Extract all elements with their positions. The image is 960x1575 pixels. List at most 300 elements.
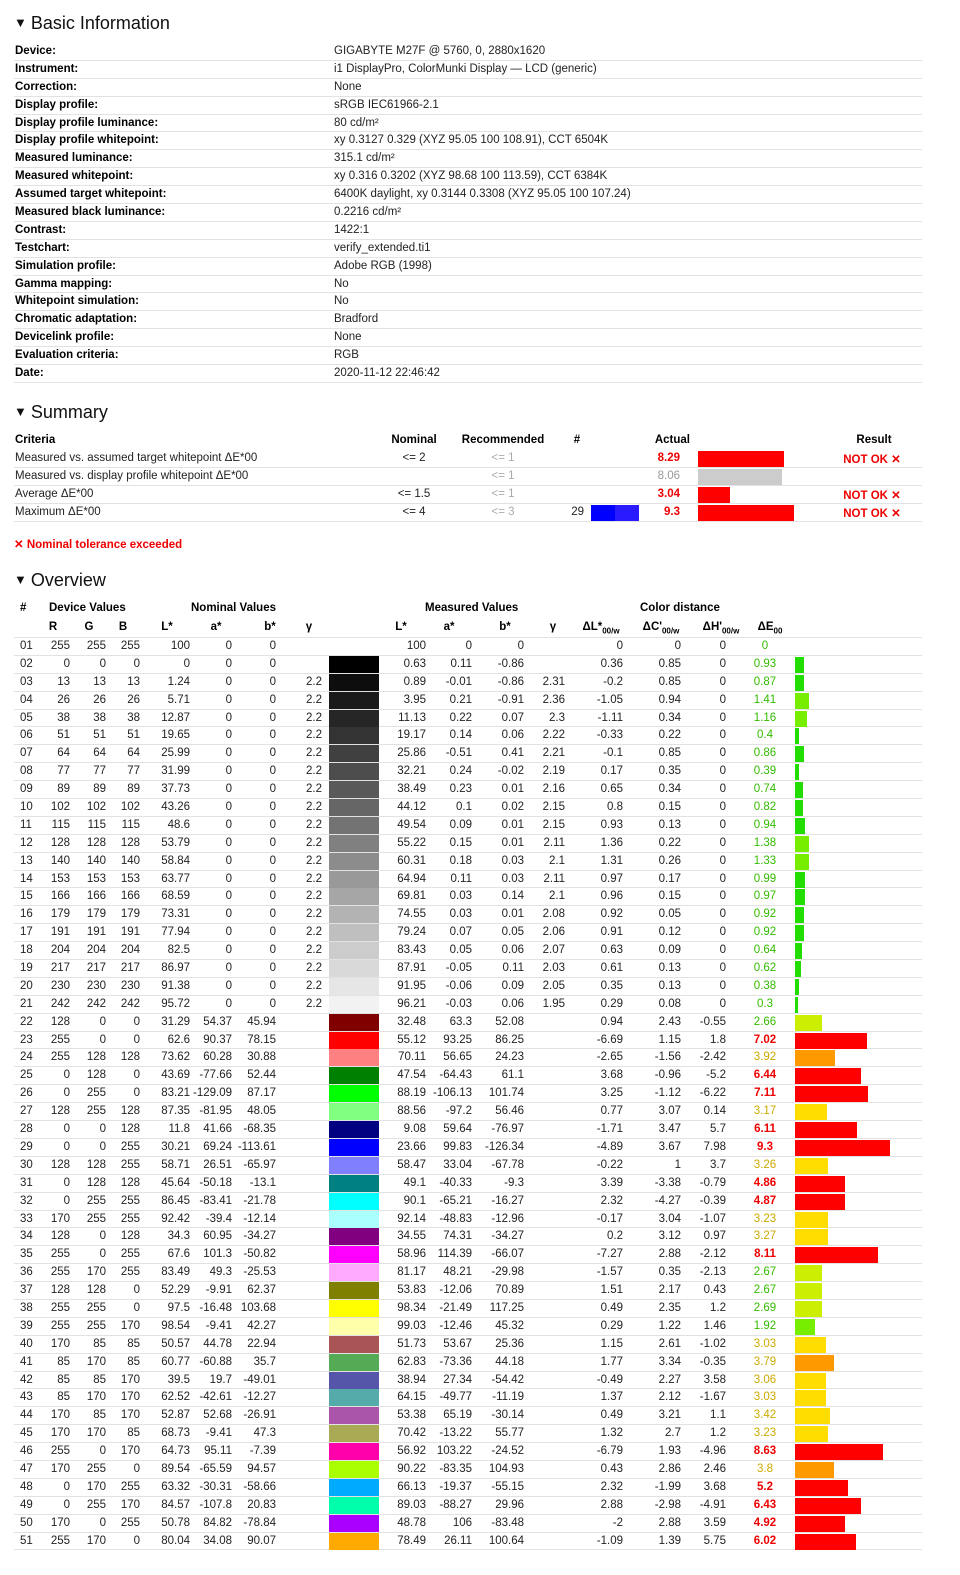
color-swatch xyxy=(329,638,379,655)
cell-meas-a: 56.65 xyxy=(443,1051,472,1064)
cell-patch-number: 18 xyxy=(20,944,33,957)
cell-delta-c: 0.08 xyxy=(658,997,681,1010)
cell-dev-b: 0 xyxy=(133,1534,140,1547)
overview-row xyxy=(14,960,922,978)
overview-row xyxy=(14,1515,922,1533)
cell-dev-g: 170 xyxy=(86,1534,106,1547)
cell-delta-e: 0.97 xyxy=(753,890,777,903)
summary-criteria: Measured vs. assumed target whitepoint ΔE*00 xyxy=(15,452,258,464)
summary-recommended: <= 1 xyxy=(491,488,515,500)
cell-delta-h: 3.7 xyxy=(710,1158,726,1171)
cell-nom-l: 95.72 xyxy=(161,997,190,1010)
cell-dev-r: 255 xyxy=(50,1534,70,1547)
cell-delta-e: 3.03 xyxy=(753,1337,777,1350)
cell-meas-b: 0.06 xyxy=(501,997,524,1010)
cell-dev-g: 128 xyxy=(86,1051,106,1064)
cell-dev-r: 255 xyxy=(50,1051,70,1064)
column-header-text: L* xyxy=(161,621,173,633)
overview-row xyxy=(14,1103,922,1121)
color-swatch xyxy=(329,692,379,709)
cell-dev-r: 0 xyxy=(63,1069,70,1082)
overview-row xyxy=(14,1264,922,1282)
group-header-measured: Measured Values xyxy=(425,602,519,614)
cell-nom-l: 77.94 xyxy=(161,926,190,939)
cell-nom-l: 63.77 xyxy=(161,872,190,885)
cell-meas-b: -66.07 xyxy=(491,1248,524,1261)
cell-meas-a: -0.51 xyxy=(445,747,472,760)
cell-dev-g: 204 xyxy=(86,944,106,957)
cell-meas-l: 96.21 xyxy=(397,997,426,1010)
column-header-text: ΔL* xyxy=(582,621,603,633)
delta-e-bar xyxy=(795,1390,826,1406)
cell-dev-b: 255 xyxy=(120,1516,140,1529)
overview-row xyxy=(14,1300,922,1318)
info-row xyxy=(14,132,922,150)
cell-meas-gamma: 2.1 xyxy=(549,854,565,867)
cell-nom-a: 0 xyxy=(225,801,232,814)
cell-dev-r: 170 xyxy=(50,1212,70,1225)
cell-nom-a: 0 xyxy=(225,765,232,778)
cell-meas-l: 70.11 xyxy=(398,1051,426,1064)
cell-nom-gamma: 2.2 xyxy=(306,997,322,1010)
overview-row xyxy=(14,1461,922,1479)
cell-delta-e: 3.79 xyxy=(753,1355,777,1368)
cell-delta-h: 1.8 xyxy=(710,1033,726,1046)
info-label: Instrument: xyxy=(15,62,79,75)
cell-dev-r: 170 xyxy=(50,1516,70,1529)
cell-meas-a: 0.22 xyxy=(449,711,472,724)
cell-dev-b: 204 xyxy=(120,944,140,957)
cell-nom-gamma: 2.2 xyxy=(306,729,322,742)
cell-dev-g: 255 xyxy=(86,1087,106,1100)
cell-delta-c: -3.38 xyxy=(654,1176,681,1189)
cell-nom-a: 0 xyxy=(225,693,232,706)
delta-e-bar xyxy=(795,1015,822,1031)
cell-meas-a: -19.37 xyxy=(439,1480,472,1493)
cell-dev-r: 255 xyxy=(50,640,70,652)
cell-meas-gamma: 2.31 xyxy=(542,675,565,688)
info-row xyxy=(14,43,922,61)
column-header-nom-b xyxy=(248,621,292,633)
column-header-text: a* xyxy=(210,621,222,633)
info-row xyxy=(14,222,922,240)
cell-meas-b: -34.27 xyxy=(491,1230,524,1243)
cell-nom-l: 11.8 xyxy=(168,1123,190,1136)
overview-row xyxy=(14,1443,922,1461)
cell-dev-b: 170 xyxy=(120,1445,140,1458)
cell-dev-r: 115 xyxy=(51,818,70,831)
cell-dev-r: 128 xyxy=(50,1158,70,1171)
cell-delta-e: 3.92 xyxy=(753,1051,777,1064)
cell-delta-c: 3.67 xyxy=(658,1140,681,1153)
overview-row xyxy=(14,1282,922,1300)
cell-nom-a: -39.4 xyxy=(205,1212,232,1225)
color-swatch xyxy=(329,996,379,1013)
column-header-delta-l xyxy=(576,621,626,635)
cell-meas-b: 44.18 xyxy=(495,1355,524,1368)
cell-dev-g: 255 xyxy=(86,1462,106,1475)
overview-table xyxy=(14,600,922,1550)
basic-info-title[interactable]: ▼ Basic Information xyxy=(14,13,170,33)
cell-meas-gamma: 2.05 xyxy=(542,979,565,992)
delta-e-bar xyxy=(795,872,805,888)
cell-dev-r: 230 xyxy=(50,979,70,992)
cell-nom-l: 43.69 xyxy=(161,1069,190,1082)
cell-delta-l: -4.89 xyxy=(596,1140,623,1153)
summary-header-criteria: Criteria xyxy=(15,434,56,446)
cell-meas-l: 49.1 xyxy=(403,1176,426,1189)
cell-patch-number: 11 xyxy=(20,818,32,831)
cell-delta-l: 1.32 xyxy=(600,1427,623,1440)
cell-patch-number: 29 xyxy=(20,1140,33,1153)
cell-delta-l: 0.36 xyxy=(600,657,623,670)
cell-meas-b: -0.91 xyxy=(497,693,524,706)
overview-row xyxy=(14,1211,922,1229)
cell-meas-a: 0.14 xyxy=(449,729,472,742)
cell-meas-a: -0.05 xyxy=(445,962,472,975)
cell-meas-a: -12.46 xyxy=(439,1319,472,1332)
column-header-sub: 00/w xyxy=(602,626,620,636)
delta-e-bar xyxy=(795,1337,826,1353)
cell-meas-a: 0.03 xyxy=(449,908,472,921)
cell-delta-c: 2.88 xyxy=(658,1248,681,1261)
cell-delta-l: 0.96 xyxy=(600,890,623,903)
cell-nom-l: 91.38 xyxy=(161,979,190,992)
cell-dev-b: 255 xyxy=(120,640,140,652)
cell-meas-l: 90.1 xyxy=(403,1194,426,1207)
info-row xyxy=(14,258,922,276)
cell-nom-b: 0 xyxy=(269,711,276,724)
cell-delta-l: -1.57 xyxy=(596,1266,623,1279)
group-header-distance: Color distance xyxy=(640,602,720,614)
cell-delta-c: -1.99 xyxy=(654,1480,681,1493)
cell-delta-h: 3.58 xyxy=(703,1373,726,1386)
cell-nom-l: 52.87 xyxy=(161,1409,190,1422)
cell-nom-l: 97.5 xyxy=(167,1301,190,1314)
cell-meas-l: 58.96 xyxy=(397,1248,426,1261)
cell-meas-gamma: 2.08 xyxy=(542,908,565,921)
cell-delta-e: 4.87 xyxy=(753,1194,777,1207)
cell-meas-gamma: 2.21 xyxy=(542,747,565,760)
delta-e-bar xyxy=(795,1247,878,1263)
cell-nom-l: 63.32 xyxy=(161,1480,190,1493)
cell-nom-l: 50.78 xyxy=(161,1516,190,1529)
cell-delta-l: 3.68 xyxy=(600,1069,623,1082)
cell-meas-b: 100.64 xyxy=(488,1534,524,1547)
cell-dev-b: 38 xyxy=(127,711,140,724)
cell-dev-r: 170 xyxy=(50,1427,70,1440)
cell-delta-e: 3.27 xyxy=(753,1230,777,1243)
cell-dev-g: 170 xyxy=(86,1355,106,1368)
cell-nom-a: -9.41 xyxy=(205,1427,232,1440)
cell-patch-number: 23 xyxy=(20,1033,33,1046)
cell-dev-b: 102 xyxy=(120,801,140,814)
cell-nom-a: 60.28 xyxy=(203,1051,232,1064)
cell-nom-l: 86.45 xyxy=(161,1194,190,1207)
summary-header-actual: Actual xyxy=(654,434,690,446)
cell-meas-l: 19.17 xyxy=(397,729,426,742)
cell-delta-h: 0 xyxy=(719,944,726,957)
cell-dev-r: 13 xyxy=(57,675,70,688)
cell-delta-h: 0.97 xyxy=(703,1230,726,1243)
overview-row xyxy=(14,656,922,674)
cell-patch-number: 35 xyxy=(20,1248,33,1261)
cell-delta-e: 2.67 xyxy=(753,1284,777,1297)
color-swatch xyxy=(329,960,379,977)
cell-nom-b: 0 xyxy=(269,890,276,903)
delta-e-bar xyxy=(795,657,804,673)
cell-delta-h: 1.46 xyxy=(703,1319,726,1332)
cell-nom-l: 62.52 xyxy=(161,1391,190,1404)
cell-patch-number: 28 xyxy=(20,1123,33,1136)
summary-title[interactable]: ▼ Summary xyxy=(14,402,108,422)
info-value: i1 DisplayPro, ColorMunki Display — LCD (generic) xyxy=(334,62,597,75)
info-label: Measured luminance: xyxy=(15,152,133,165)
overview-row xyxy=(14,906,922,924)
cell-meas-b: -54.42 xyxy=(491,1373,524,1386)
delta-e-bar xyxy=(795,1140,890,1156)
info-row xyxy=(14,168,922,186)
cell-nom-gamma: 2.2 xyxy=(306,944,322,957)
cell-delta-c: 1.39 xyxy=(658,1534,681,1547)
cell-dev-b: 128 xyxy=(120,836,140,849)
cell-dev-r: 255 xyxy=(50,1319,70,1332)
cell-meas-b: -9.3 xyxy=(504,1176,524,1189)
cell-nom-b: -34.27 xyxy=(243,1230,276,1243)
cell-delta-l: -0.33 xyxy=(596,729,623,742)
info-label: Gamma mapping: xyxy=(15,277,113,290)
cell-delta-c: 3.04 xyxy=(658,1212,681,1225)
cell-dev-b: 255 xyxy=(120,1212,140,1225)
cell-nom-a: 84.82 xyxy=(203,1516,232,1529)
cell-meas-b: 104.93 xyxy=(488,1462,524,1475)
cell-meas-gamma: 2.11 xyxy=(543,836,565,849)
cell-meas-gamma: 2.03 xyxy=(542,962,565,975)
color-swatch xyxy=(329,1014,379,1031)
delta-e-bar xyxy=(795,943,802,959)
info-label: Simulation profile: xyxy=(15,259,116,272)
cell-delta-l: -0.22 xyxy=(596,1158,623,1171)
summary-worst-swatch xyxy=(591,505,615,521)
cell-dev-r: 38 xyxy=(57,711,70,724)
cell-dev-r: 85 xyxy=(57,1355,70,1368)
delta-e-bar xyxy=(795,1498,861,1514)
cell-delta-e: 3.42 xyxy=(753,1409,777,1422)
cell-meas-gamma: 2.19 xyxy=(542,765,565,778)
delta-e-bar xyxy=(795,1158,828,1174)
cell-dev-b: 0 xyxy=(133,657,140,670)
info-value: None xyxy=(334,80,362,93)
cell-dev-g: 170 xyxy=(86,1391,106,1404)
cell-delta-l: 3.39 xyxy=(600,1176,623,1189)
cell-delta-l: -7.27 xyxy=(596,1248,623,1261)
summary-row xyxy=(14,468,922,486)
cell-meas-a: 0.21 xyxy=(449,693,472,706)
cell-nom-a: 44.78 xyxy=(203,1337,232,1350)
cell-meas-l: 91.95 xyxy=(397,979,426,992)
cell-meas-a: -97.2 xyxy=(445,1105,472,1118)
cell-delta-e: 7.02 xyxy=(753,1033,777,1046)
cell-delta-e: 8.63 xyxy=(753,1445,777,1458)
cell-delta-e: 8.11 xyxy=(754,1248,776,1261)
cell-delta-e: 0.99 xyxy=(753,872,777,885)
cell-dev-b: 77 xyxy=(127,765,140,778)
overview-row xyxy=(14,638,922,656)
cell-meas-b: -16.27 xyxy=(491,1194,524,1207)
cell-meas-gamma: 2.11 xyxy=(543,872,565,885)
cell-patch-number: 27 xyxy=(20,1105,33,1118)
cell-dev-b: 255 xyxy=(120,1140,140,1153)
cell-dev-g: 255 xyxy=(86,1319,106,1332)
cell-dev-g: 64 xyxy=(93,747,106,760)
color-swatch xyxy=(329,1246,379,1263)
color-swatch xyxy=(329,1389,379,1406)
cell-nom-a: 0 xyxy=(225,675,232,688)
info-row xyxy=(14,311,922,329)
cell-patch-number: 30 xyxy=(20,1158,33,1171)
cell-dev-g: 0 xyxy=(99,1123,106,1136)
cell-delta-l: 0.8 xyxy=(607,801,623,814)
column-header-g xyxy=(72,621,106,633)
cell-meas-a: 0.05 xyxy=(449,944,472,957)
color-swatch xyxy=(329,1372,379,1389)
cell-dev-r: 0 xyxy=(63,1123,70,1136)
cell-nom-b: 35.7 xyxy=(253,1355,276,1368)
cell-delta-e: 3.03 xyxy=(753,1391,777,1404)
cell-meas-l: 9.08 xyxy=(403,1123,426,1136)
cell-nom-a: 34.08 xyxy=(203,1534,232,1547)
cell-delta-l: 0.35 xyxy=(600,979,623,992)
cell-nom-a: 0 xyxy=(225,836,232,849)
info-label: Measured black luminance: xyxy=(15,206,166,219)
color-swatch xyxy=(329,1461,379,1478)
cell-nom-l: 62.6 xyxy=(167,1033,190,1046)
info-value: 0.2216 cd/m² xyxy=(334,206,402,219)
cell-nom-gamma: 2.2 xyxy=(306,890,322,903)
cell-nom-a: 101.3 xyxy=(203,1248,232,1261)
cell-dev-b: 153 xyxy=(120,872,140,885)
cell-nom-a: -9.41 xyxy=(205,1319,232,1332)
cell-dev-r: 0 xyxy=(63,1498,70,1511)
cell-delta-h: -2.42 xyxy=(699,1051,726,1064)
cell-meas-b: 70.89 xyxy=(495,1284,524,1297)
info-label: Evaluation criteria: xyxy=(15,349,119,362)
cell-meas-l: 70.42 xyxy=(397,1427,426,1440)
cell-nom-a: -107.8 xyxy=(199,1498,232,1511)
overview-row xyxy=(14,1479,922,1497)
delta-e-bar xyxy=(795,746,804,762)
cell-delta-l: -0.49 xyxy=(596,1373,623,1386)
cell-delta-l: 0.61 xyxy=(600,962,623,975)
cell-nom-a: -77.66 xyxy=(199,1069,232,1082)
cell-nom-b: 0 xyxy=(269,657,276,670)
cell-meas-a: 48.21 xyxy=(443,1266,472,1279)
cell-meas-b: 86.25 xyxy=(495,1033,524,1046)
cell-meas-l: 64.94 xyxy=(397,872,426,885)
cell-delta-c: 0.34 xyxy=(658,711,681,724)
cell-delta-c: 0.22 xyxy=(658,836,681,849)
cell-dev-b: 128 xyxy=(120,1176,140,1189)
cell-nom-l: 83.49 xyxy=(161,1266,190,1279)
overview-row xyxy=(14,1014,922,1032)
cell-nom-l: 31.29 xyxy=(161,1015,190,1028)
cell-meas-b: -0.02 xyxy=(497,765,524,778)
cell-delta-l: 0.63 xyxy=(600,944,623,957)
cell-patch-number: 20 xyxy=(20,979,33,992)
column-header-nom-l xyxy=(144,621,190,633)
cell-meas-a: -40.33 xyxy=(439,1176,472,1189)
cell-nom-b: 0 xyxy=(269,693,276,706)
delta-e-bar xyxy=(795,1086,868,1102)
cell-meas-l: 58.47 xyxy=(397,1158,426,1171)
overview-row xyxy=(14,1139,922,1157)
cell-meas-l: 38.94 xyxy=(397,1373,426,1386)
color-swatch xyxy=(329,781,379,798)
cell-delta-h: -6.22 xyxy=(699,1087,726,1100)
delta-e-bar xyxy=(795,907,804,923)
delta-e-bar xyxy=(795,711,807,727)
cell-meas-gamma: 2.1 xyxy=(549,890,565,903)
cell-patch-number: 09 xyxy=(20,783,33,796)
cell-meas-l: 55.22 xyxy=(397,836,426,849)
cell-dev-b: 128 xyxy=(120,1230,140,1243)
cell-dev-r: 128 xyxy=(50,1230,70,1243)
collapse-triangle-icon[interactable]: ▼ xyxy=(14,404,27,419)
cell-delta-c: 1.15 xyxy=(658,1033,681,1046)
cell-dev-g: 85 xyxy=(93,1409,106,1422)
info-row xyxy=(14,204,922,222)
summary-result: NOT OK ✕ xyxy=(843,490,901,502)
overview-row xyxy=(14,1407,922,1425)
color-swatch xyxy=(329,1193,379,1210)
cell-dev-b: 26 xyxy=(127,693,140,706)
cell-meas-b: -83.48 xyxy=(491,1516,524,1529)
cell-patch-number: 13 xyxy=(20,854,33,867)
collapse-triangle-icon[interactable]: ▼ xyxy=(14,572,27,587)
cell-delta-h: 0.43 xyxy=(703,1284,726,1297)
cell-nom-l: 12.87 xyxy=(161,711,190,724)
cell-dev-r: 217 xyxy=(50,962,70,975)
cell-dev-b: 0 xyxy=(133,1462,140,1475)
cell-meas-b: -0.86 xyxy=(497,657,524,670)
cell-nom-l: 31.99 xyxy=(161,765,190,778)
cell-patch-number: 39 xyxy=(20,1319,33,1332)
cell-delta-e: 0.93 xyxy=(753,657,777,670)
cell-meas-l: 60.31 xyxy=(397,854,426,867)
cell-dev-g: 102 xyxy=(86,801,106,814)
collapse-triangle-icon[interactable]: ▼ xyxy=(14,15,27,30)
overview-row xyxy=(14,996,922,1014)
cell-nom-gamma: 2.2 xyxy=(306,836,322,849)
cell-nom-l: 92.42 xyxy=(161,1212,190,1225)
cell-dev-r: 170 xyxy=(50,1409,70,1422)
cell-delta-l: 0.97 xyxy=(600,872,623,885)
cell-dev-r: 128 xyxy=(50,1284,70,1297)
cell-patch-number: 32 xyxy=(20,1194,33,1207)
cell-nom-a: 0 xyxy=(225,890,232,903)
info-row xyxy=(14,240,922,258)
column-header-text: ΔH' xyxy=(702,621,722,633)
cell-delta-c: -2.98 xyxy=(654,1498,681,1511)
column-header-text: L* xyxy=(395,621,407,633)
cell-nom-b: 0 xyxy=(269,872,276,885)
overview-title[interactable]: ▼ Overview xyxy=(14,570,106,590)
cell-dev-b: 255 xyxy=(120,1158,140,1171)
cell-meas-b: 52.08 xyxy=(495,1015,524,1028)
cell-delta-l: 1.36 xyxy=(600,836,623,849)
cell-nom-b: 0 xyxy=(269,926,276,939)
cell-nom-b: 0 xyxy=(269,765,276,778)
